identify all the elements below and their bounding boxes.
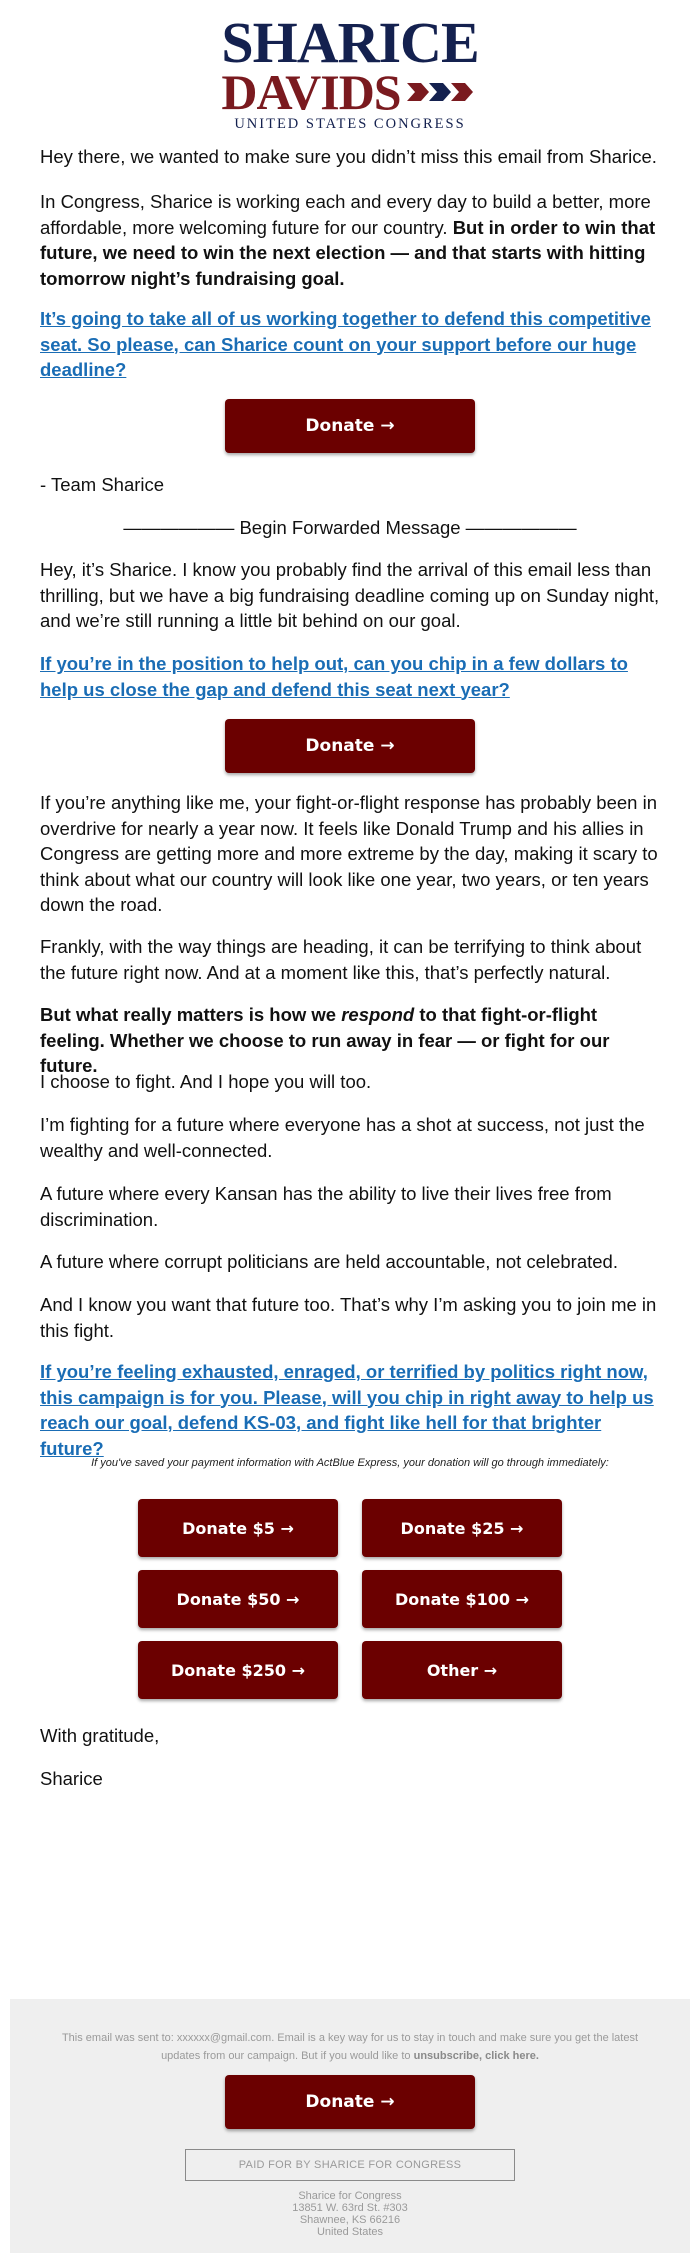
team-signoff: - Team Sharice <box>40 474 165 495</box>
footer-email: xxxxxx@gmail.com <box>176 2032 272 2044</box>
future-kansan-paragraph: A future where every Kansan has the ability to live their lives free from discrimination. <box>40 1183 612 1230</box>
fight-or-flight-paragraph: If you’re anything like me, your fight-or-flight response has probably been in overdrive for nearly a year now. It feels like Donald Trump and his allies in Congress are getting more and more extreme by the day, making it scary to think about what our country will look like one year, two years, or ten years down the road. <box>40 792 658 915</box>
signature: Sharice <box>40 1768 103 1789</box>
footer-sent-middle: . Email is a key way for us to stay in touch and make sure you get the latest updates from our campaign. But if you would like to <box>161 2032 639 2062</box>
mailing-address <box>10 2190 690 2238</box>
footer-sent-prefix: This email was sent to: <box>61 2032 177 2044</box>
donate-100-button[interactable]: Donate $100 → <box>362 1570 562 1628</box>
donate-link-1[interactable]: It’s going to take all of us working together to defend this competitive seat. So please, can Sharice count on your support before our huge deadline? <box>40 308 651 380</box>
donate-25-button[interactable]: Donate $25 → <box>362 1499 562 1557</box>
respond-text-b: to that fight-or-flight feeling. Whether we choose to run away in fear — or fight for our future. <box>40 1004 610 1076</box>
footer-notice <box>50 2029 650 2065</box>
respond-paragraph <box>40 1002 660 1079</box>
actblue-disclaimer: If you've saved your payment information with ActBlue Express, your donation will go through immediately: <box>91 1457 609 1469</box>
intro-body-paragraph <box>40 189 660 291</box>
donate-link-paragraph-2 <box>40 651 660 702</box>
email-footer <box>10 1999 690 2253</box>
sharice-intro-paragraph: Hey, it’s Sharice. I know you probably find the arrival of this email less than thrilling, but we have a big fundraising deadline coming up on Sunday night, and we’re still running a little bit behind on our goal. <box>40 559 660 631</box>
donate-5-button[interactable]: Donate $5 → <box>138 1499 338 1557</box>
future-success-paragraph: I’m fighting for a future where everyone has a shot at success, not just the wealthy and well-connected. <box>40 1114 645 1161</box>
donate-other-button[interactable]: Other → <box>362 1641 562 1699</box>
respond-text-a: But what really matters is how we <box>40 1004 342 1025</box>
donate-link-paragraph-3 <box>40 1359 660 1461</box>
donate-link-3[interactable]: If you’re feeling exhausted, enraged, or terrified by politics right now, this campaign is for you. Please, will you chip in right away to help us reach our goal, defend KS-03, and fight like hell for that brighter future? <box>40 1361 654 1459</box>
logo-subtitle: UNITED STATES CONGRESS <box>234 116 466 132</box>
donate-50-button[interactable]: Donate $50 → <box>138 1570 338 1628</box>
frankly-paragraph: Frankly, with the way things are heading, it can be terrifying to think about the future right now. And at a moment like this, that’s perfectly natural. <box>40 936 642 983</box>
donate-button-2[interactable]: Donate → <box>225 719 475 773</box>
address-name: Sharice for Congress <box>298 2190 402 2202</box>
forwarded-divider: —————— Begin Forwarded Message —————— <box>123 517 577 538</box>
logo-first-name: SHARICE <box>221 10 479 75</box>
join-me-paragraph: And I know you want that future too. That’s why I’m asking you to join me in this fight. <box>40 1294 657 1341</box>
address-street: 13851 W. 63rd St. #303 <box>292 2202 408 2214</box>
respond-emphasis: respond <box>341 1004 415 1025</box>
logo-last-name: DAVIDS <box>221 64 401 120</box>
address-city: Shawnee, KS 66216 <box>299 2214 401 2226</box>
donate-button-footer[interactable]: Donate → <box>225 2075 475 2129</box>
unsubscribe-link[interactable]: unsubscribe, click here. <box>413 2050 539 2062</box>
donate-button-1[interactable]: Donate → <box>225 399 475 453</box>
intro-body-bold: But in order to win that future, we need to win the next election — and that starts with hitting tomorrow night’s fundraising goal. <box>40 216 656 289</box>
intro-body-text: In Congress, Sharice is working each and every day to build a better, more affordable, more welcoming future for our country. <box>40 191 651 238</box>
address-country: United States <box>316 2226 384 2238</box>
paid-for-box: PAID FOR BY SHARICE FOR CONGRESS <box>185 2149 515 2181</box>
donate-link-paragraph-1 <box>40 306 660 383</box>
donate-link-2[interactable]: If you’re in the position to help out, can you chip in a few dollars to help us close the gap and defend this seat next year? <box>40 653 628 700</box>
choose-to-fight-paragraph: I choose to fight. And I hope you will too. <box>40 1071 372 1092</box>
donate-250-button[interactable]: Donate $250 → <box>138 1641 338 1699</box>
intro-paragraph: Hey there, we wanted to make sure you didn’t miss this email from Sharice. <box>40 146 657 167</box>
closing-line: With gratitude, <box>40 1725 160 1746</box>
campaign-logo <box>0 10 700 133</box>
future-accountable-paragraph: A future where corrupt politicians are held accountable, not celebrated. <box>40 1251 618 1272</box>
chevron-arrows-icon <box>407 79 479 105</box>
